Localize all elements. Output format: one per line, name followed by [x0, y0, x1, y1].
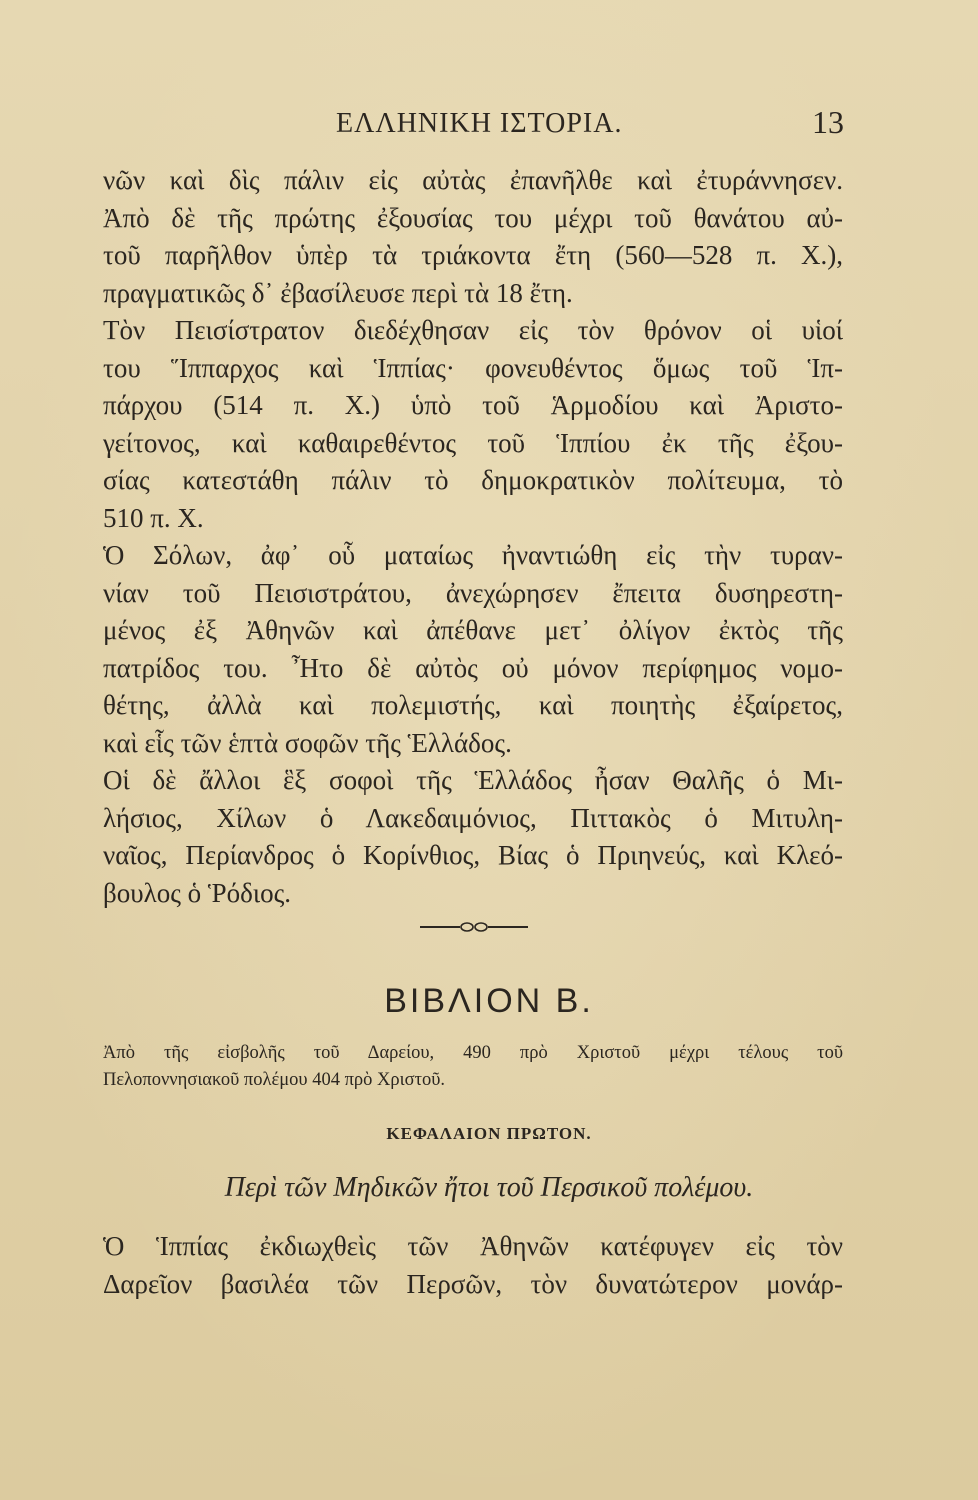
text-line: μένος ἐξ Ἀθηνῶν καὶ ἀπέθανε μετ᾽ ὀλίγον ἐκτὸς τῆς: [103, 615, 843, 645]
divider-ornament: [420, 919, 528, 935]
text-line: νῶν καὶ δὶς πάλιν εἰς αὐτὰς ἐπανῆλθε καὶ ἐτυράννησεν.: [103, 165, 843, 195]
page-number: 13: [812, 104, 844, 140]
text-line: Ὁ Σόλων, ἀφ᾽ οὗ ματαίως ἠναντιώθη εἰς τὴν τυραν-: [103, 540, 843, 570]
text-line: 510 π. Χ.: [103, 502, 204, 533]
text-line: Ὁ Ἱππίας ἐκδιωχθεὶς τῶν Ἀθηνῶν κατέφυγεν εἰς τὸν: [103, 1231, 843, 1261]
text-line: Δαρεῖον βασιλέα τῶν Περσῶν, τὸν δυνατώτερον μονάρ-: [103, 1268, 843, 1299]
text-line: καὶ εἷς τῶν ἑπτὰ σοφῶν τῆς Ἑλλάδος.: [103, 727, 512, 758]
book-title: ΒΙΒΛΙΟΝ Β.: [384, 982, 594, 1020]
text-line: ναῖος, Περίανδρος ὁ Κορίνθιος, Βίας ὁ Πριηνεύς, καὶ Κλεό-: [103, 840, 843, 870]
text-line: γείτονος, καὶ καθαιρεθέντος τοῦ Ἱππίου ἐκ τῆς ἐξου-: [103, 427, 843, 458]
text-line: Τὸν Πεισίστρατον διεδέχθησαν εἰς τὸν θρόνον οἱ υἱοί: [103, 315, 843, 345]
main-text: [103, 162, 843, 912]
summary-line: Πελοποννησιακοῦ πολέμου 404 πρὸ Χριστοῦ.: [103, 1070, 446, 1090]
text-line: του Ἵππαρχος καὶ Ἱππίας· φονευθέντος ὅμως τοῦ Ἱπ-: [103, 352, 843, 383]
text-line: Ἀπὸ δὲ τῆς πρώτης ἐξουσίας του μέχρι τοῦ θανάτου αὐ-: [103, 202, 843, 233]
chapter-heading: ΚΕΦΑΛΑΙΟΝ ΠΡΩΤΟΝ.: [386, 1124, 592, 1143]
text-line: πραγματικῶς δ᾽ ἐβασίλευσε περὶ τὰ 18 ἔτη.: [103, 277, 573, 308]
chapter-title: Περὶ τῶν Μηδικῶν ἤτοι τοῦ Περσικοῦ πολέμου.: [224, 1172, 754, 1203]
text-line: τοῦ παρῆλθον ὑπὲρ τὰ τριάκοντα ἔτη (560—528 π. Χ.),: [103, 240, 843, 270]
text-line: σίας κατεστάθη πάλιν τὸ δημοκρατικὸν πολίτευμα, τὸ: [103, 465, 843, 495]
text-line: νίαν τοῦ Πεισιστράτου, ἀνεχώρησεν ἔπειτα δυσηρεστη-: [103, 577, 843, 608]
text-line: Οἱ δὲ ἄλλοι ἓξ σοφοὶ τῆς Ἑλλάδος ἦσαν Θαλῆς ὁ Μι-: [103, 765, 843, 795]
text-line: πατρίδος του. Ἦτο δὲ αὐτὸς οὐ μόνον περίφημος νομο-: [103, 652, 843, 683]
text-line: λήσιος, Χίλων ὁ Λακεδαιμόνιος, Πιττακὸς ὁ Μιτυλη-: [103, 802, 843, 833]
text-line: πάρχου (514 π. Χ.) ὑπὸ τοῦ Ἁρμοδίου καὶ Ἀριστο-: [103, 390, 843, 420]
running-head: [0, 104, 978, 144]
text-line: βουλος ὁ Ῥόδιος.: [103, 877, 292, 908]
chapter-text: [103, 1228, 843, 1303]
book-summary: [103, 1040, 843, 1094]
summary-line: Ἀπὸ τῆς εἰσβολῆς τοῦ Δαρείου, 490 πρὸ Χριστοῦ μέχρι τέλους τοῦ: [103, 1043, 843, 1063]
text-line: θέτης, ἀλλὰ καὶ πολεμιστής, καὶ ποιητὴς ἐξαίρετος,: [103, 690, 843, 720]
running-title: ΕΛΛΗΝΙΚΗ ΙΣΤΟΡΙΑ.: [336, 108, 623, 139]
